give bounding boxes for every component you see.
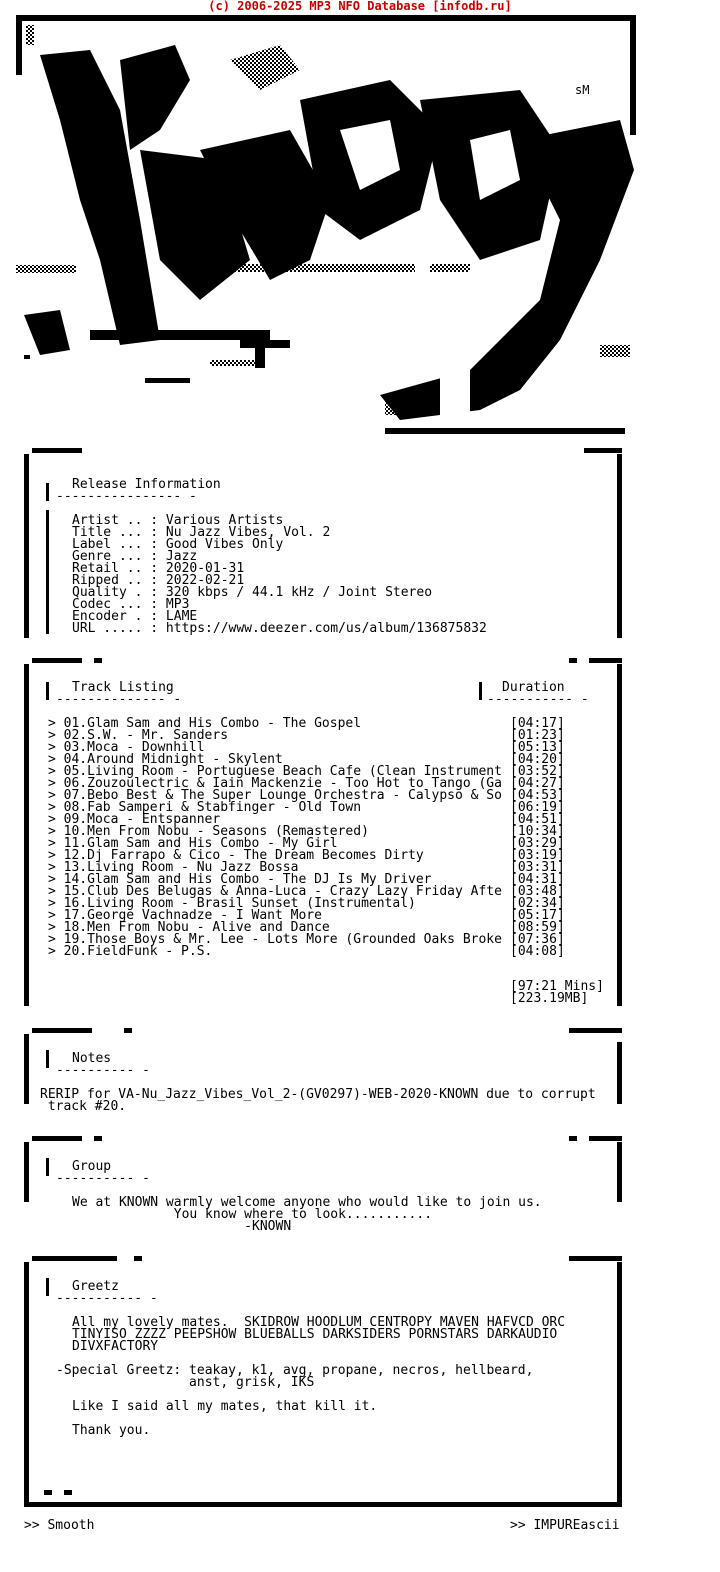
footer-left: >> Smooth — [24, 1518, 95, 1533]
track-bullet: > — [48, 836, 64, 851]
track-duration: [03:52] — [510, 764, 565, 779]
track-bullet: > — [48, 812, 64, 827]
track-bullet: > — [48, 944, 64, 959]
notes-heading: Notes — [72, 1051, 112, 1066]
greetz-thanks: Thank you. — [72, 1423, 151, 1438]
track-duration: [04:17] — [510, 716, 565, 731]
track-duration: [02:34] — [510, 896, 565, 911]
track-duration: [03:31] — [510, 860, 565, 875]
release-line-codec: Codec ... : MP3 — [72, 597, 190, 612]
known-ascii-logo — [0, 0, 720, 450]
track-duration: [04:31] — [510, 872, 565, 887]
track-duration: [03:48] — [510, 884, 565, 899]
track-title: 20.FieldFunk - P.S. — [63, 944, 213, 959]
release-line-encoder: Encoder . : LAME — [72, 609, 198, 624]
track-bullet: > — [48, 848, 64, 863]
track-title: 04.Around Midnight - Skylent — [63, 752, 283, 767]
logo-tag: sM — [575, 83, 590, 97]
track-duration: [03:19] — [510, 848, 565, 863]
release-line-quality: Quality . : 320 kbps / 44.1 kHz / Joint Stereo — [72, 585, 433, 600]
track-title: 15.Club Des Belugas & Anna-Luca - Crazy Lazy Friday Afte — [63, 884, 502, 899]
track-title: 06.Zouzoulectric & Iain Mackenzie - Too Hot to Tango (Ga — [63, 776, 502, 791]
notes-line-2: track #20. — [40, 1099, 127, 1114]
track-duration: [04:53] — [510, 788, 565, 803]
track-duration: [04:27] — [510, 776, 565, 791]
track-title: 09.Moca - Entspanner — [63, 812, 221, 827]
release-line-genre: Genre ... : Jazz — [72, 549, 198, 564]
greetz-mates-2: TINYISO ZZZZ PEEPSHOW BLUEBALLS DARKSIDERS PORNSTARS DARKAUDIO — [72, 1327, 558, 1342]
track-duration: [04:51] — [510, 812, 565, 827]
track-bullet: > — [48, 788, 64, 803]
greetz-closing: Like I said all my mates, that kill it. — [72, 1399, 378, 1414]
track-bullet: > — [48, 932, 64, 947]
greetz-mates-1: All my lovely mates. SKIDROW HOODLUM CENTROPY MAVEN HAFVCD ORC — [72, 1315, 566, 1330]
group-line-1: We at KNOWN warmly welcome anyone who would like to join us. — [72, 1195, 542, 1210]
track-title: 18.Men From Nobu - Alive and Dance — [63, 920, 330, 935]
track-duration: [05:13] — [510, 740, 565, 755]
track-duration: [10:34] — [510, 824, 565, 839]
track-duration: [05:17] — [510, 908, 565, 923]
track-bullet: > — [48, 800, 64, 815]
release-line-label: Label ... : Good Vibes Only — [72, 537, 284, 552]
track-title: 12.Dj Farrapo & Cico - The Dream Becomes Dirty — [63, 848, 424, 863]
track-duration: [03:29] — [510, 836, 565, 851]
greetz-underline: ----------- - — [56, 1291, 158, 1306]
greetz-heading: Greetz — [72, 1279, 119, 1294]
track-bullet: > — [48, 728, 64, 743]
release-heading: Release Information — [72, 477, 221, 492]
track-duration: [06:19] — [510, 800, 565, 815]
greetz-mates-3: DIVXFACTORY — [72, 1339, 159, 1354]
track-title: 08.Fab Samperi & Stabfinger - Old Town — [63, 800, 362, 815]
duration-underline: ----------- - — [487, 692, 589, 707]
tracks-heading-underline: -------------- - — [56, 692, 182, 707]
greetz-special-1: -Special Greetz: teakay, k1, avg, propane, necros, hellbeard, — [56, 1363, 534, 1378]
track-title: 10.Men From Nobu - Seasons (Remastered) — [63, 824, 369, 839]
release-line-ripped: Ripped .. : 2022-02-21 — [72, 573, 245, 588]
track-title: 03.Moca - Downhill — [63, 740, 205, 755]
track-bullet: > — [48, 908, 64, 923]
track-duration: [07:36] — [510, 932, 565, 947]
track-bullet: > — [48, 776, 64, 791]
track-title: 17.George Vachnadze - I Want More — [63, 908, 322, 923]
track-bullet: > — [48, 824, 64, 839]
track-bullet: > — [48, 764, 64, 779]
track-duration: [04:20] — [510, 752, 565, 767]
track-bullet: > — [48, 716, 64, 731]
site-credit: (c) 2006-2025 MP3 NFO Database [infodb.ru] — [208, 0, 512, 13]
track-title: 01.Glam Sam and His Combo - The Gospel — [63, 716, 362, 731]
track-row — [48, 946, 212, 958]
track-bullet: > — [48, 872, 64, 887]
track-title: 19.Those Boys & Mr. Lee - Lots More (Grounded Oaks Broke — [63, 932, 502, 947]
track-bullet: > — [48, 740, 64, 755]
track-duration: [01:23] — [510, 728, 565, 743]
track-duration: [04:08] — [510, 944, 565, 959]
release-line-url: URL ..... : https://www.deezer.com/us/album/136875832 — [72, 621, 487, 636]
track-bullet: > — [48, 884, 64, 899]
track-title: 16.Living Room - Brasil Sunset (Instrumental) — [63, 896, 416, 911]
group-heading: Group — [72, 1159, 112, 1174]
track-bullet: > — [48, 860, 64, 875]
track-bullet: > — [48, 920, 64, 935]
track-title: 13.Living Room - Nu Jazz Bossa — [63, 860, 299, 875]
notes-line-1: RERIP for VA-Nu_Jazz_Vibes_Vol_2-(GV0297)-WEB-2020-KNOWN due to corrupt — [40, 1087, 596, 1102]
tracks-heading: Track Listing — [72, 680, 174, 695]
total-time: [97:21 Mins] — [510, 979, 604, 994]
track-duration: [08:59] — [510, 920, 565, 935]
release-line-artist: Artist .. : Various Artists — [72, 513, 284, 528]
track-bullet: > — [48, 896, 64, 911]
footer-right: >> IMPUREascii — [510, 1518, 620, 1533]
group-line-2: You know where to look........... — [72, 1207, 433, 1222]
release-line-title: Title ... : Nu Jazz Vibes, Vol. 2 — [72, 525, 331, 540]
track-title: 14.Glam Sam and His Combo - The DJ Is My Driver — [63, 872, 432, 887]
release-line-retail: Retail .. : 2020-01-31 — [72, 561, 245, 576]
group-line-3: -KNOWN — [72, 1219, 292, 1234]
notes-underline: ---------- - — [56, 1063, 150, 1078]
duration-heading: Duration — [502, 680, 565, 695]
release-underline: ---------------- - — [56, 489, 197, 504]
track-bullet: > — [48, 752, 64, 767]
group-underline: ---------- - — [56, 1171, 150, 1186]
track-title: 11.Glam Sam and His Combo - My Girl — [63, 836, 338, 851]
track-title: 02.S.W. - Mr. Sanders — [63, 728, 229, 743]
track-title: 05.Living Room - Portuguese Beach Cafe (Clean Instrument — [63, 764, 502, 779]
greetz-special-2: anst, grisk, IKS — [56, 1375, 315, 1390]
track-title: 07.Bebo Best & The Super Lounge Orchestra - Calypso & So — [63, 788, 502, 803]
total-size: [223.19MB] — [510, 991, 589, 1006]
